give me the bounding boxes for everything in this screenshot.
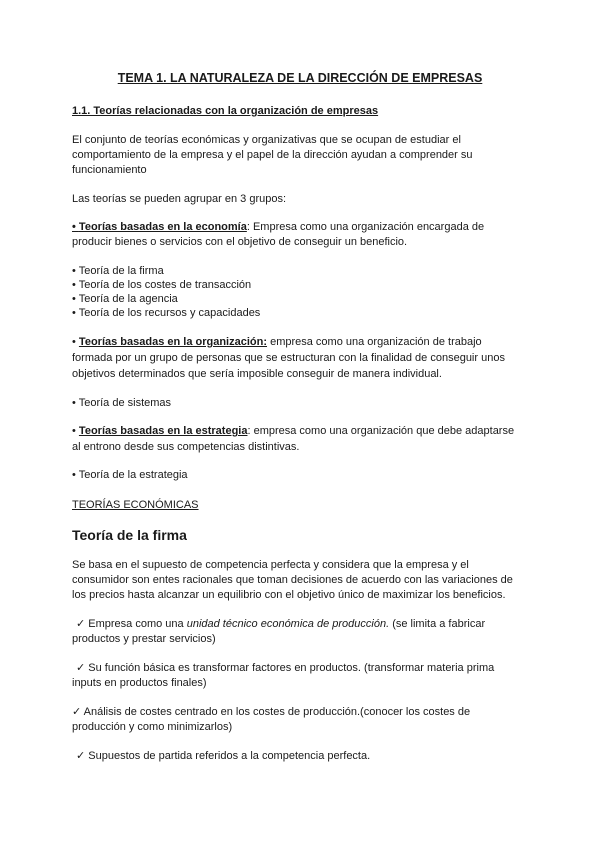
check-icon: ✓ [72,706,82,718]
list-item: • Teoría de los costes de transacción [72,279,252,291]
page-title: TEMA 1. LA NATURALEZA DE LA DIRECCIÓN DE EMPRESAS [117,71,483,85]
check-item-1-line-2: productos y prestar servicios) [72,633,216,645]
intro-line-2: comportamiento de la empresa y el papel de la dirección ayudan a comprender su [72,149,473,161]
check-item-3 [72,705,470,719]
group1-line-2: producir bienes o servicios con el objetivo de conseguir un beneficio. [72,236,408,248]
group3-bullet: • [72,425,79,437]
group3-text: : empresa como una organización que debe adaptarse [247,425,515,437]
check-item-text: Análisis de costes centrado en los costes de producción.(conocer los costes de [81,706,471,718]
check-icon: ✓ [76,618,86,630]
firm-heading: Teoría de la firma [72,527,187,543]
check-item-3-line-2: producción y como minimizarlos) [72,721,233,733]
list-item: • Teoría de la firma [72,265,164,277]
group3-line-1 [72,424,514,438]
check-item-1 [72,617,485,631]
firm-para-line-2: consumidor son entes racionales que toman decisiones de acuerdo con las variaciones de [72,574,513,586]
group1-bullet: • [72,221,79,233]
group2-line-2: formada por un grupo de personas que se estructuran con la finalidad de conseguir unos [72,352,505,364]
group1-line-1 [72,220,484,234]
firm-para-line-1: Se basa en el supuesto de competencia perfecta y considera que la empresa y el [72,559,469,571]
check-item-italic: unidad técnico económica de producción. [186,618,390,630]
intro-line-3: funcionamiento [72,164,147,176]
check-item-2-line-2: inputs en productos finales) [72,677,207,689]
check-item-text: Empresa como una [85,618,187,630]
econ-heading: TEORÍAS ECONÓMICAS [72,499,199,511]
check-item-4 [72,749,370,763]
group3-line-2: al entrono desde sus competencias distintivas. [72,441,300,453]
group2-bullet: • [72,336,79,348]
section-heading: 1.1. Teorías relacionadas con la organización de empresas [72,105,379,117]
check-item-text: Supuestos de partida referidos a la competencia perfecta. [85,750,371,762]
check-item-text: Su función básica es transformar factores en productos. (transformar materia prima [85,662,495,674]
list-item: • Teoría de sistemas [72,397,172,409]
list-item: • Teoría de la estrategia [72,469,188,481]
intro-line-1: El conjunto de teorías económicas y organizativas que se ocupan de estudiar el [72,134,461,146]
group1-label: Teorías basadas en la economía [78,221,247,233]
group3-label: Teorías basadas en la estrategia [78,425,248,437]
check-icon: ✓ [76,750,86,762]
group2-label: Teorías basadas en la organización: [78,336,268,348]
group1-text: : Empresa como una organización encargada de [246,221,485,233]
check-item-2 [72,661,494,675]
check-icon: ✓ [76,662,86,674]
groups-intro: Las teorías se pueden agrupar en 3 grupos: [72,193,287,205]
group2-text: empresa como una organización de trabajo [267,336,482,348]
list-item: • Teoría de los recursos y capacidades [72,307,261,319]
check-item-text: (se limita a fabricar [389,618,486,630]
group2-line-1 [72,335,482,349]
firm-para-line-3: los precios hasta alcanzar un equilibrio con el objetivo único de maximizar los beneficios. [72,589,506,601]
list-item: • Teoría de la agencia [72,293,178,305]
group2-line-3: objetivos determinados que sería imposible conseguir de manera individual. [72,368,442,380]
